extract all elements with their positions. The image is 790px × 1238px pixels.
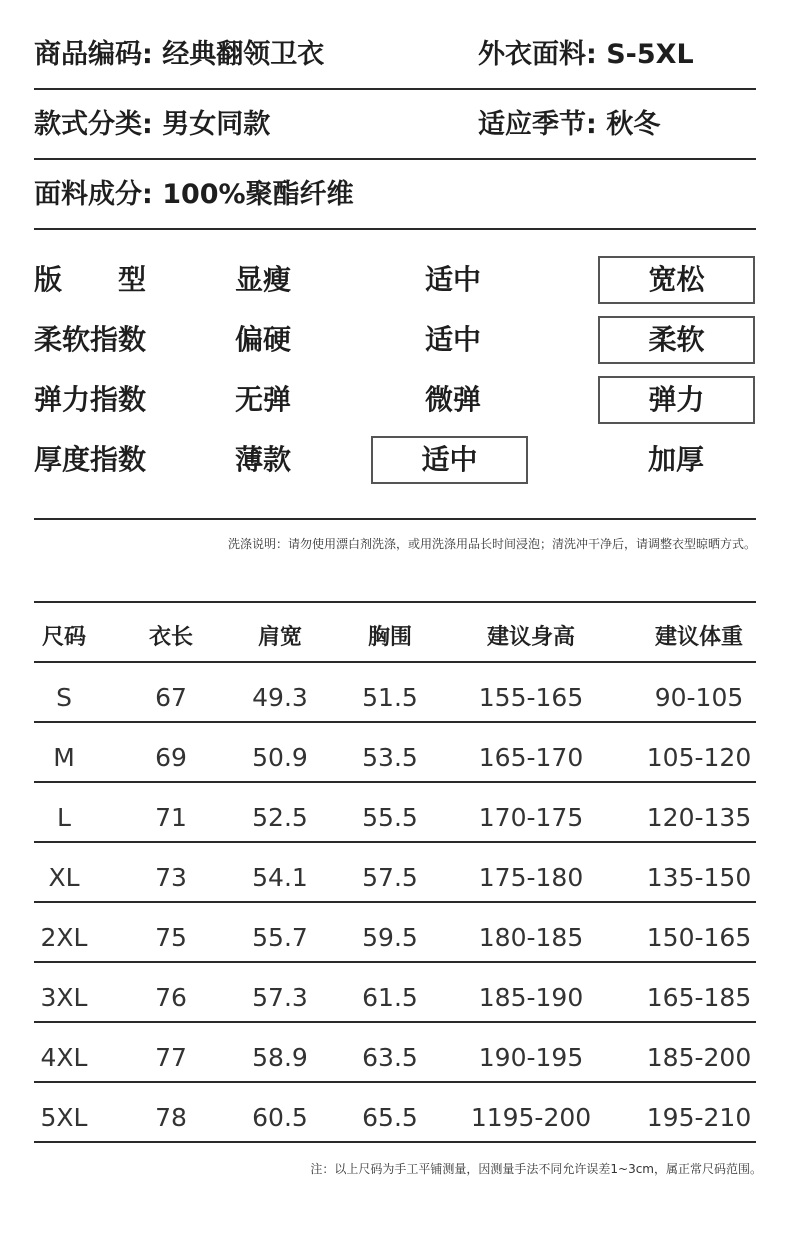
table-header-cell: 建议体重 xyxy=(654,625,743,650)
attribute-option: 微弹 xyxy=(424,383,481,416)
table-row-divider xyxy=(34,1081,756,1083)
table-cell: 170-175 xyxy=(478,803,584,832)
attribute-label: 柔软指数 xyxy=(34,323,147,356)
table-cell: 54.1 xyxy=(252,863,308,892)
table-row-divider xyxy=(34,1141,756,1143)
table-cell: 53.5 xyxy=(362,743,418,772)
table-cell: 77 xyxy=(155,1043,187,1072)
table-cell: 120-135 xyxy=(646,803,752,832)
table-cell: L xyxy=(57,803,71,832)
table-cell: M xyxy=(53,743,75,772)
table-cell: 105-120 xyxy=(646,743,752,772)
divider xyxy=(34,228,756,230)
divider xyxy=(34,88,756,90)
table-cell: 1195-200 xyxy=(470,1103,592,1132)
table-cell: 5XL xyxy=(40,1103,88,1132)
table-cell: 135-150 xyxy=(646,863,752,892)
table-row-divider xyxy=(34,841,756,843)
table-header-cell: 肩宽 xyxy=(257,625,302,650)
attribute-label: 版 型 xyxy=(34,263,147,296)
table-cell: 61.5 xyxy=(362,983,418,1012)
product-code: 商品编码: 经典翻领卫衣 xyxy=(34,39,325,70)
table-cell: 57.5 xyxy=(362,863,418,892)
table-cell: 51.5 xyxy=(362,683,418,712)
table-top-border xyxy=(34,601,756,603)
table-cell: S xyxy=(56,683,72,712)
table-header-cell: 建议身高 xyxy=(486,625,575,650)
table-cell: 65.5 xyxy=(362,1103,418,1132)
table-cell: 49.3 xyxy=(252,683,308,712)
wash-instructions: 洗涤说明：请勿使用漂白剂洗涤，或用洗涤用品长时间浸泡；清洗冲干净后，请调整衣型晾晒方式。 xyxy=(227,537,756,551)
table-row-divider xyxy=(34,721,756,723)
table-cell: 75 xyxy=(155,923,187,952)
table-cell: 63.5 xyxy=(362,1043,418,1072)
table-row-divider xyxy=(34,661,756,663)
table-header-cell: 胸围 xyxy=(367,625,412,650)
table-header-cell: 衣长 xyxy=(148,625,193,650)
divider xyxy=(34,518,756,520)
table-cell: 55.5 xyxy=(362,803,418,832)
attribute-label: 弹力指数 xyxy=(34,383,147,416)
attribute-option: 适中 xyxy=(424,323,481,356)
attribute-option: 适中 xyxy=(424,263,481,296)
table-cell: XL xyxy=(48,863,80,892)
table-cell: 90-105 xyxy=(654,683,744,712)
attribute-option: 无弹 xyxy=(234,383,291,416)
table-cell: 57.3 xyxy=(252,983,308,1012)
table-cell: 190-195 xyxy=(478,1043,584,1072)
table-cell: 165-170 xyxy=(478,743,584,772)
table-cell: 4XL xyxy=(40,1043,88,1072)
table-cell: 2XL xyxy=(40,923,88,952)
table-cell: 150-165 xyxy=(646,923,752,952)
attribute-option-selected: 柔软 xyxy=(598,316,755,364)
table-cell: 155-165 xyxy=(478,683,584,712)
table-row-divider xyxy=(34,781,756,783)
attribute-option-selected: 宽松 xyxy=(598,256,755,304)
table-cell: 69 xyxy=(155,743,187,772)
divider xyxy=(34,158,756,160)
table-row-divider xyxy=(34,961,756,963)
table-header-cell: 尺码 xyxy=(41,625,86,650)
fabric-composition: 面料成分: 100%聚酯纤维 xyxy=(34,179,354,210)
table-cell: 185-200 xyxy=(646,1043,752,1072)
attribute-option-selected: 弹力 xyxy=(598,376,755,424)
table-cell: 180-185 xyxy=(478,923,584,952)
attribute-option-selected: 适中 xyxy=(371,436,528,484)
attribute-option: 薄款 xyxy=(234,443,291,476)
season: 适应季节: 秋冬 xyxy=(478,109,661,140)
table-cell: 60.5 xyxy=(252,1103,308,1132)
table-cell: 185-190 xyxy=(478,983,584,1012)
attribute-option: 偏硬 xyxy=(234,323,291,356)
attribute-option: 显瘦 xyxy=(234,263,291,296)
attribute-option: 加厚 xyxy=(647,443,704,476)
table-row-divider xyxy=(34,1021,756,1023)
footer-note: 注：以上尺码为手工平铺测量，因测量手法不同允许误差1~3cm，属正常尺码范围。 xyxy=(310,1162,762,1176)
table-cell: 195-210 xyxy=(646,1103,752,1132)
table-cell: 55.7 xyxy=(252,923,308,952)
table-cell: 3XL xyxy=(40,983,88,1012)
table-row-divider xyxy=(34,901,756,903)
table-cell: 78 xyxy=(155,1103,187,1132)
table-cell: 76 xyxy=(155,983,187,1012)
attribute-label: 厚度指数 xyxy=(34,443,147,476)
table-cell: 67 xyxy=(155,683,187,712)
table-cell: 50.9 xyxy=(252,743,308,772)
table-cell: 165-185 xyxy=(646,983,752,1012)
table-cell: 58.9 xyxy=(252,1043,308,1072)
table-cell: 73 xyxy=(155,863,187,892)
table-cell: 175-180 xyxy=(478,863,584,892)
table-cell: 71 xyxy=(155,803,187,832)
table-cell: 52.5 xyxy=(252,803,308,832)
style-category: 款式分类: 男女同款 xyxy=(34,109,271,140)
size-range: 外衣面料: S-5XL xyxy=(478,39,694,70)
table-cell: 59.5 xyxy=(362,923,418,952)
